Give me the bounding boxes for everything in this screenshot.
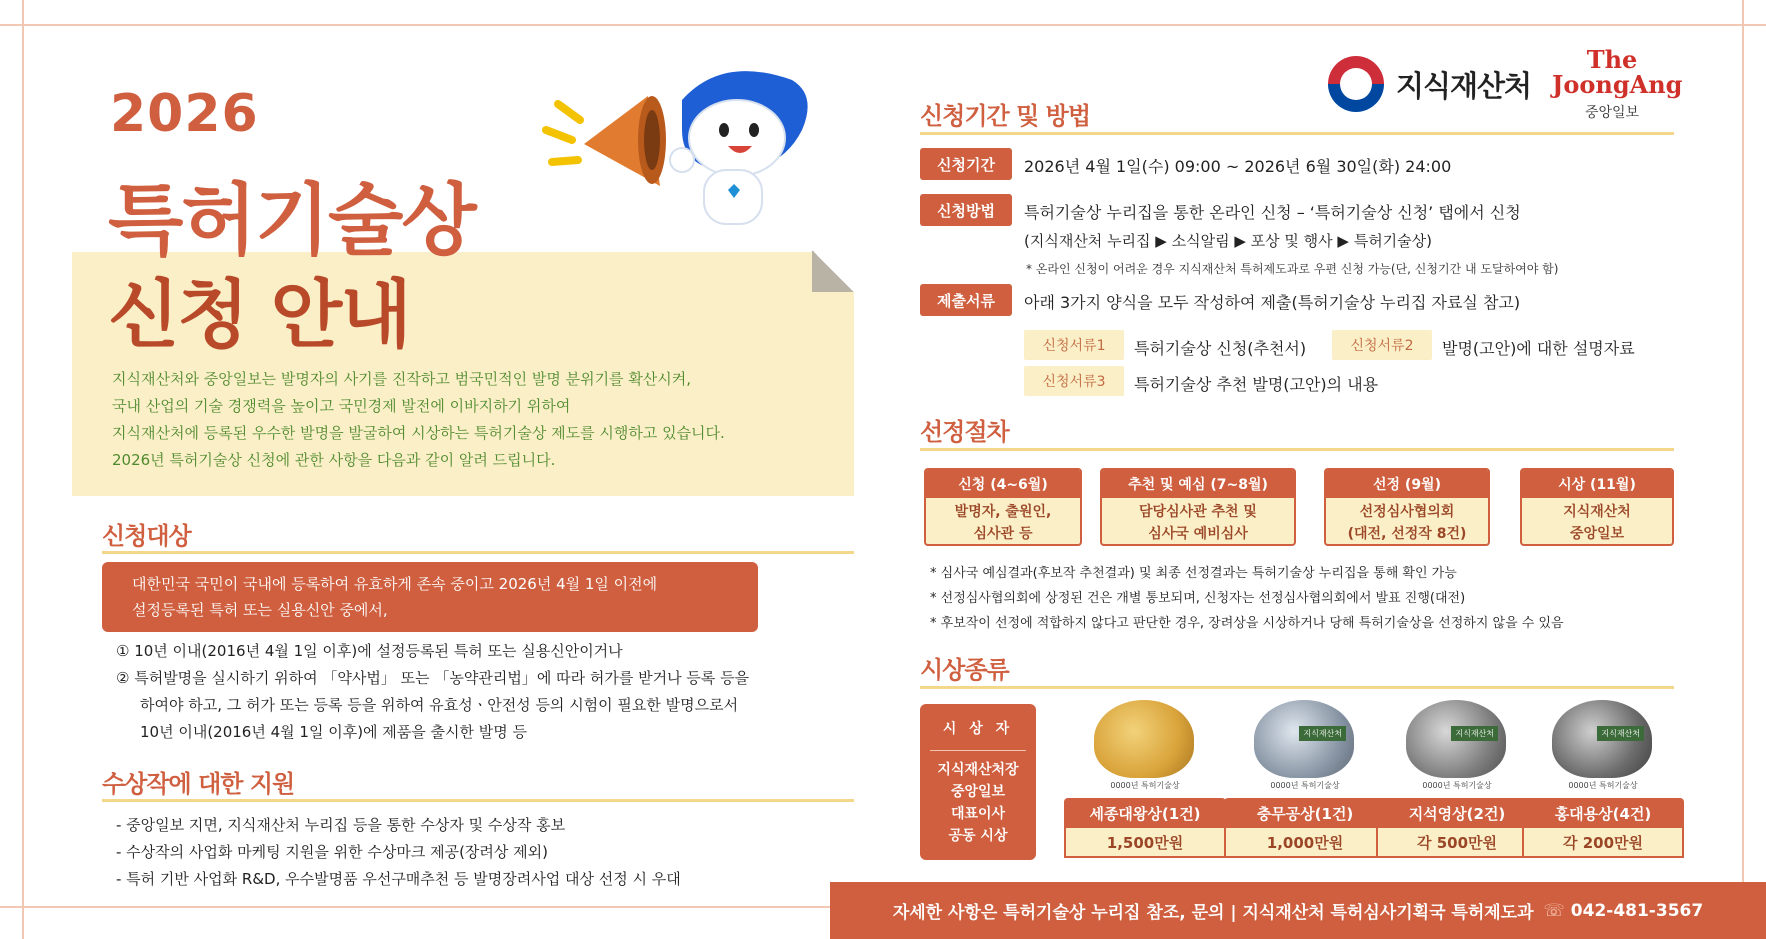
megaphone-mascot-icon (532, 60, 832, 230)
plaque-caption: 0000년 특허기술상 (1270, 781, 1340, 790)
step-desc-line: 심사국 예비심사 (1148, 526, 1248, 542)
method-path: (지식재산처 누리집 ▶ 소식알림 ▶ 포상 및 행사 ▶ 특허기술상) (1024, 232, 1433, 250)
prize-name: 홍대용상(4건) (1522, 798, 1684, 828)
plaque-tag: 지식재산처 (1299, 726, 1346, 741)
poster-title-line2: 신청 안내 (108, 272, 410, 358)
step-desc-line: 지식재산처 (1563, 504, 1631, 520)
step-desc-line: 발명자, 출원인, (954, 504, 1052, 520)
eligibility-heading: 신청대상 (102, 522, 191, 550)
step-desc (1326, 498, 1488, 545)
intro-line: 지식재산처와 중앙일보는 발명자의 사기를 진작하고 범국민적인 발명 분위기를 확산시켜, (112, 370, 692, 388)
docs-text: 아래 3가지 양식을 모두 작성하여 제출(특허기술상 누리집 자료실 참고) (1024, 293, 1521, 312)
doc-text: 발명(고안)에 대한 설명자료 (1442, 339, 1635, 358)
section-divider (920, 132, 1674, 135)
awards-heading: 시상종류 (920, 656, 1009, 684)
taeguk-icon (1328, 56, 1384, 112)
step-desc (926, 498, 1080, 545)
method-tag: 신청방법 (920, 194, 1012, 226)
doc-text: 특허기술상 신청(추천서) (1134, 339, 1307, 358)
step-desc-line: 중앙일보 (1569, 526, 1625, 542)
selection-note: * 후보작이 선정에 적합하지 않다고 판단한 경우, 장려상을 시상하거나 당해 특허기술상을 선정하지 않을 수 있음 (930, 616, 1564, 631)
section-divider (102, 799, 854, 802)
support-item: - 수상작의 사업화 마케팅 지원을 위한 수상마크 제공(장려상 제외) (116, 843, 549, 861)
frame-right (1742, 0, 1744, 939)
eligibility-item-cont: 10년 이내(2016년 4월 1일 이후)에 제품을 출시한 발명 등 (140, 723, 528, 741)
step-desc (1522, 498, 1672, 545)
intro-text (112, 366, 832, 474)
method-note: * 온라인 신청이 어려운 경우 지식재산처 특허제도과로 우편 신청 가능(단, 신청기간 내 도달하여야 함) (1026, 262, 1559, 276)
intro-line: 2026년 특허기술상 신청에 관한 사항을 다음과 같이 알려 드립니다. (112, 451, 556, 469)
period-text: 2026년 4월 1일(수) 09:00 ~ 2026년 6월 30일(화) 24:00 (1024, 157, 1452, 176)
eligibility-box (102, 562, 758, 632)
selection-step (1324, 468, 1490, 546)
method-text: 특허기술상 누리집을 통한 온라인 신청 – ‘특허기술상 신청’ 탭에서 신청 (1024, 203, 1521, 222)
support-item: - 중앙일보 지면, 지식재산처 누리집 등을 통한 수상자 및 수상작 홍보 (116, 816, 566, 834)
selection-step (1520, 468, 1674, 546)
support-item: - 특허 기반 사업화 R&D, 우수발명품 우선구매추천 등 발명장려사업 대상 선정 시 우대 (116, 870, 681, 888)
application-heading: 신청기간 및 방법 (920, 102, 1090, 130)
plaque-caption: 0000년 특허기술상 (1110, 781, 1180, 790)
frame-left (22, 0, 24, 939)
plaque-tag: 지식재산처 (1597, 726, 1644, 741)
step-title: 시상 (11월) (1522, 470, 1672, 498)
step-title: 추천 및 예심 (7~8월) (1102, 470, 1294, 498)
footer-text: 자세한 사항은 특허기술상 누리집 참조, 문의 | 지식재산처 특허심사기획국 특허제도과 (892, 903, 1534, 923)
poster-year: 2026 (110, 84, 259, 144)
eligibility-box-line: 설정등록된 특허 또는 실용신안 중에서, (132, 601, 388, 619)
doc-tag: 신청서류1 (1024, 330, 1124, 360)
plaque-image (1094, 700, 1194, 778)
prize-amount: 각 200만원 (1522, 828, 1684, 858)
kipo-logo (1328, 56, 1531, 112)
prize-card (1056, 700, 1234, 860)
plaque-image (1254, 700, 1354, 778)
plaque-image (1406, 700, 1506, 778)
prize-amount: 1,000만원 (1224, 828, 1386, 858)
support-heading: 수상작에 대한 지원 (102, 770, 295, 798)
joongang-logo-line2: JoongAng (1552, 70, 1683, 99)
joongang-logo-line3: 중앙일보 (1584, 105, 1640, 121)
step-desc (1102, 498, 1294, 545)
doc-tag: 신청서류3 (1024, 366, 1124, 396)
awardee-divider (930, 750, 1026, 751)
plaque-caption: 0000년 특허기술상 (1422, 781, 1492, 790)
contact-footer (830, 882, 1766, 939)
step-title: 선정 (9월) (1326, 470, 1488, 498)
plaque-caption: 0000년 특허기술상 (1568, 781, 1638, 790)
eligibility-item: ① 10년 이내(2016년 4월 1일 이후)에 설정등록된 특허 또는 실용신안이거나 (116, 642, 623, 660)
eligibility-list (116, 638, 749, 746)
eligibility-item-cont: 하여야 하고, 그 허가 또는 등록 등을 위하여 유효성ㆍ안전성 등의 시험이 필요한 발명으로서 (140, 696, 739, 714)
step-desc-line: 심사관 등 (973, 526, 1033, 542)
awardee-line: 대표이사 (950, 806, 1006, 822)
selection-note: * 심사국 예심결과(후보작 추천결과) 및 최종 선정결과는 특허기술상 누리집을 통해 확인 가능 (930, 566, 1457, 581)
intro-line: 지식재산처에 등록된 우수한 발명을 발굴하여 시상하는 특허기술상 제도를 시행하고 있습니다. (112, 424, 725, 442)
page-fold-corner (812, 250, 854, 292)
prize-card (1514, 700, 1692, 860)
awardee-line: 공동 시상 (948, 828, 1008, 844)
joongang-logo (1552, 45, 1683, 122)
step-desc-line: (대전, 선정작 8건) (1347, 526, 1467, 542)
plaque-image (1552, 700, 1652, 778)
step-desc-line: 선정심사협의회 (1359, 504, 1455, 520)
support-list (116, 812, 681, 893)
eligibility-box-line: 대한민국 국민이 국내에 등록하여 유효하게 존속 중이고 2026년 4월 1일 이전에 (132, 575, 658, 593)
eligibility-item: ② 특허발명을 실시하기 위하여 「약사법」 또는 「농약관리법」에 따라 허가를 받거나 등록 등을 (116, 669, 750, 687)
awardee-line: 중앙일보 (950, 784, 1006, 800)
prize-amount: 각 500만원 (1376, 828, 1538, 858)
step-title: 신청 (4~6월) (926, 470, 1080, 498)
section-divider (920, 686, 1674, 689)
intro-line: 국내 산업의 기술 경쟁력을 높이고 국민경제 발전에 이바지하기 위하여 (112, 397, 571, 415)
prize-amount: 1,500만원 (1064, 828, 1226, 858)
awardee-title: 시 상 자 (942, 721, 1014, 737)
selection-note: * 선정심사협의회에 상정된 건은 개별 통보되며, 신청자는 선정심사협의회에서 발표 진행(대전) (930, 591, 1466, 606)
awardee-box (920, 704, 1036, 860)
prize-name: 지석영상(2건) (1376, 798, 1538, 828)
docs-tag: 제출서류 (920, 284, 1012, 316)
prize-name: 충무공상(1건) (1224, 798, 1386, 828)
step-desc-line: 담당심사관 추천 및 (1139, 504, 1257, 520)
kipo-logo-text: 지식재산처 (1396, 68, 1532, 103)
selection-heading: 선정절차 (920, 418, 1009, 446)
prize-name: 세종대왕상(1건) (1064, 798, 1226, 828)
footer-phone: 042-481-3567 (1570, 900, 1704, 921)
joongang-logo-line1: The (1586, 45, 1638, 74)
section-divider (102, 551, 854, 554)
frame-top (0, 24, 1766, 26)
period-tag: 신청기간 (920, 148, 1012, 180)
selection-step (1100, 468, 1296, 546)
section-divider (920, 448, 1674, 451)
doc-text: 특허기술상 추천 발명(고안)의 내용 (1134, 375, 1379, 394)
plaque-tag: 지식재산처 (1451, 726, 1498, 741)
poster-title-line1: 특허기술상 (108, 176, 475, 266)
selection-step (924, 468, 1082, 546)
awardee-line: 지식재산처장 (937, 762, 1019, 778)
doc-tag: 신청서류2 (1332, 330, 1432, 360)
phone-icon: ☏ (1543, 900, 1565, 921)
